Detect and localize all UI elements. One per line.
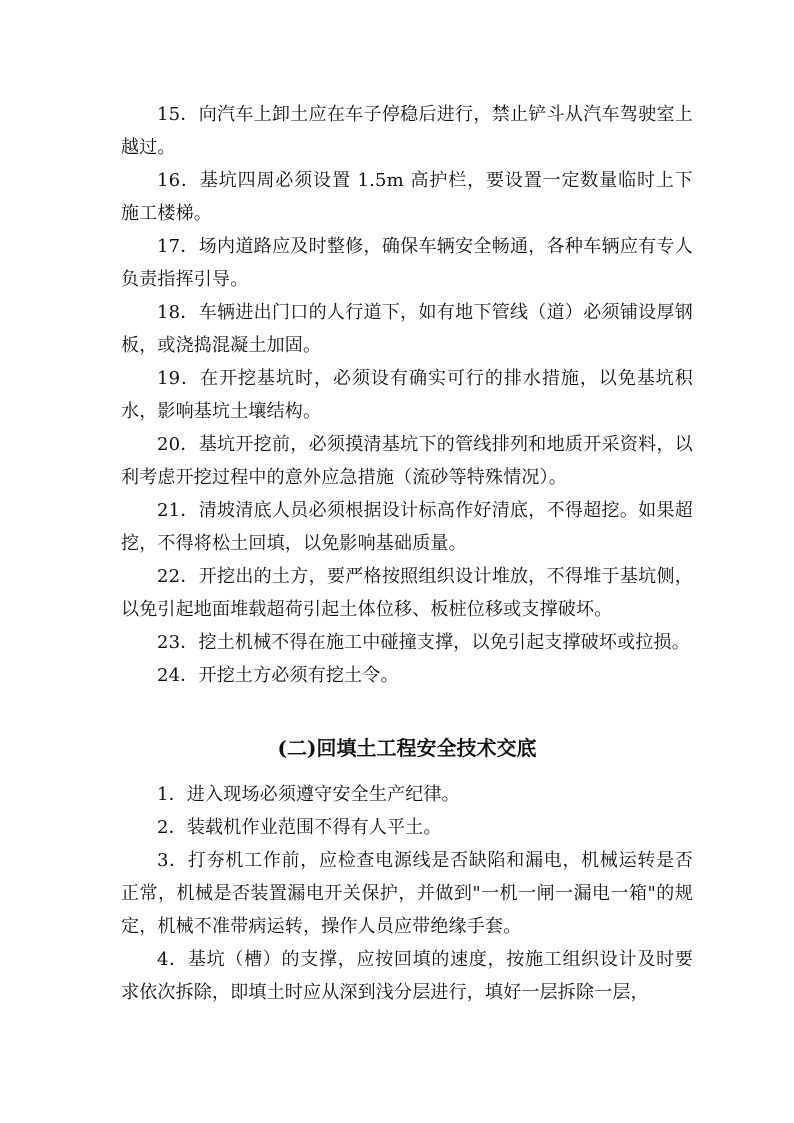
backfill-items-list xyxy=(121,778,693,1009)
item-19: 19．在开挖基坑时，必须设有确实可行的排水措施，以免基坑积水，影响基坑土壤结构。 xyxy=(121,368,693,422)
item-22: 22．开挖出的土方，要严格按照组织设计堆放，不得堆于基坑侧，以免引起地面堆载超荷引起土体位移、板桩位移或支撑破坏。 xyxy=(121,566,693,620)
backfill-item-3: 3．打夯机工作前，应检查电源线是否缺陷和漏电，机械运转是否正常，机械是否装置漏电开关保护，并做到"一机一闸一漏电一箱"的规定，机械不准带病运转，操作人员应带绝缘手套。 xyxy=(121,850,693,937)
item-23: 23．挖土机械不得在施工中碰撞支撑，以免引起支撑破坏或拉损。 xyxy=(157,632,690,653)
item-21: 21．清坡清底人员必须根据设计标高作好清底，不得超挖。如果超挖，不得将松土回填，以免影响基础质量。 xyxy=(121,500,693,554)
backfill-item-4: 4．基坑（槽）的支撑，应按回填的速度，按施工组织设计及时要求依次拆除，即填土时应从深到浅分层进行，填好一层拆除一层， xyxy=(121,949,693,1003)
item-20: 20．基坑开挖前，必须摸清基坑下的管线排列和地质开采资料，以利考虑开挖过程中的意外应急措施（流砂等特殊情况）。 xyxy=(121,434,693,488)
safety-items-list xyxy=(121,98,693,692)
backfill-item-1: 1．进入现场必须遵守安全生产纪律。 xyxy=(157,784,460,805)
item-15: 15．向汽车上卸土应在车子停稳后进行，禁止铲斗从汽车驾驶室上越过。 xyxy=(121,104,693,158)
item-16: 16．基坑四周必须设置 1.5m 高护栏，要设置一定数量临时上下施工楼梯。 xyxy=(121,170,693,224)
section-heading: (二)回填土工程安全技术交底 xyxy=(277,736,537,760)
item-24: 24．开挖土方必须有挖土令。 xyxy=(157,665,399,686)
item-17: 17．场内道路应及时整修，确保车辆安全畅通，各种车辆应有专人负责指挥引导。 xyxy=(121,236,693,290)
item-18: 18．车辆进出门口的人行道下，如有地下管线（道）必须铺设厚钢板，或浇捣混凝土加固。 xyxy=(121,302,693,356)
backfill-item-2: 2．装载机作业范围不得有人平土。 xyxy=(157,817,442,838)
